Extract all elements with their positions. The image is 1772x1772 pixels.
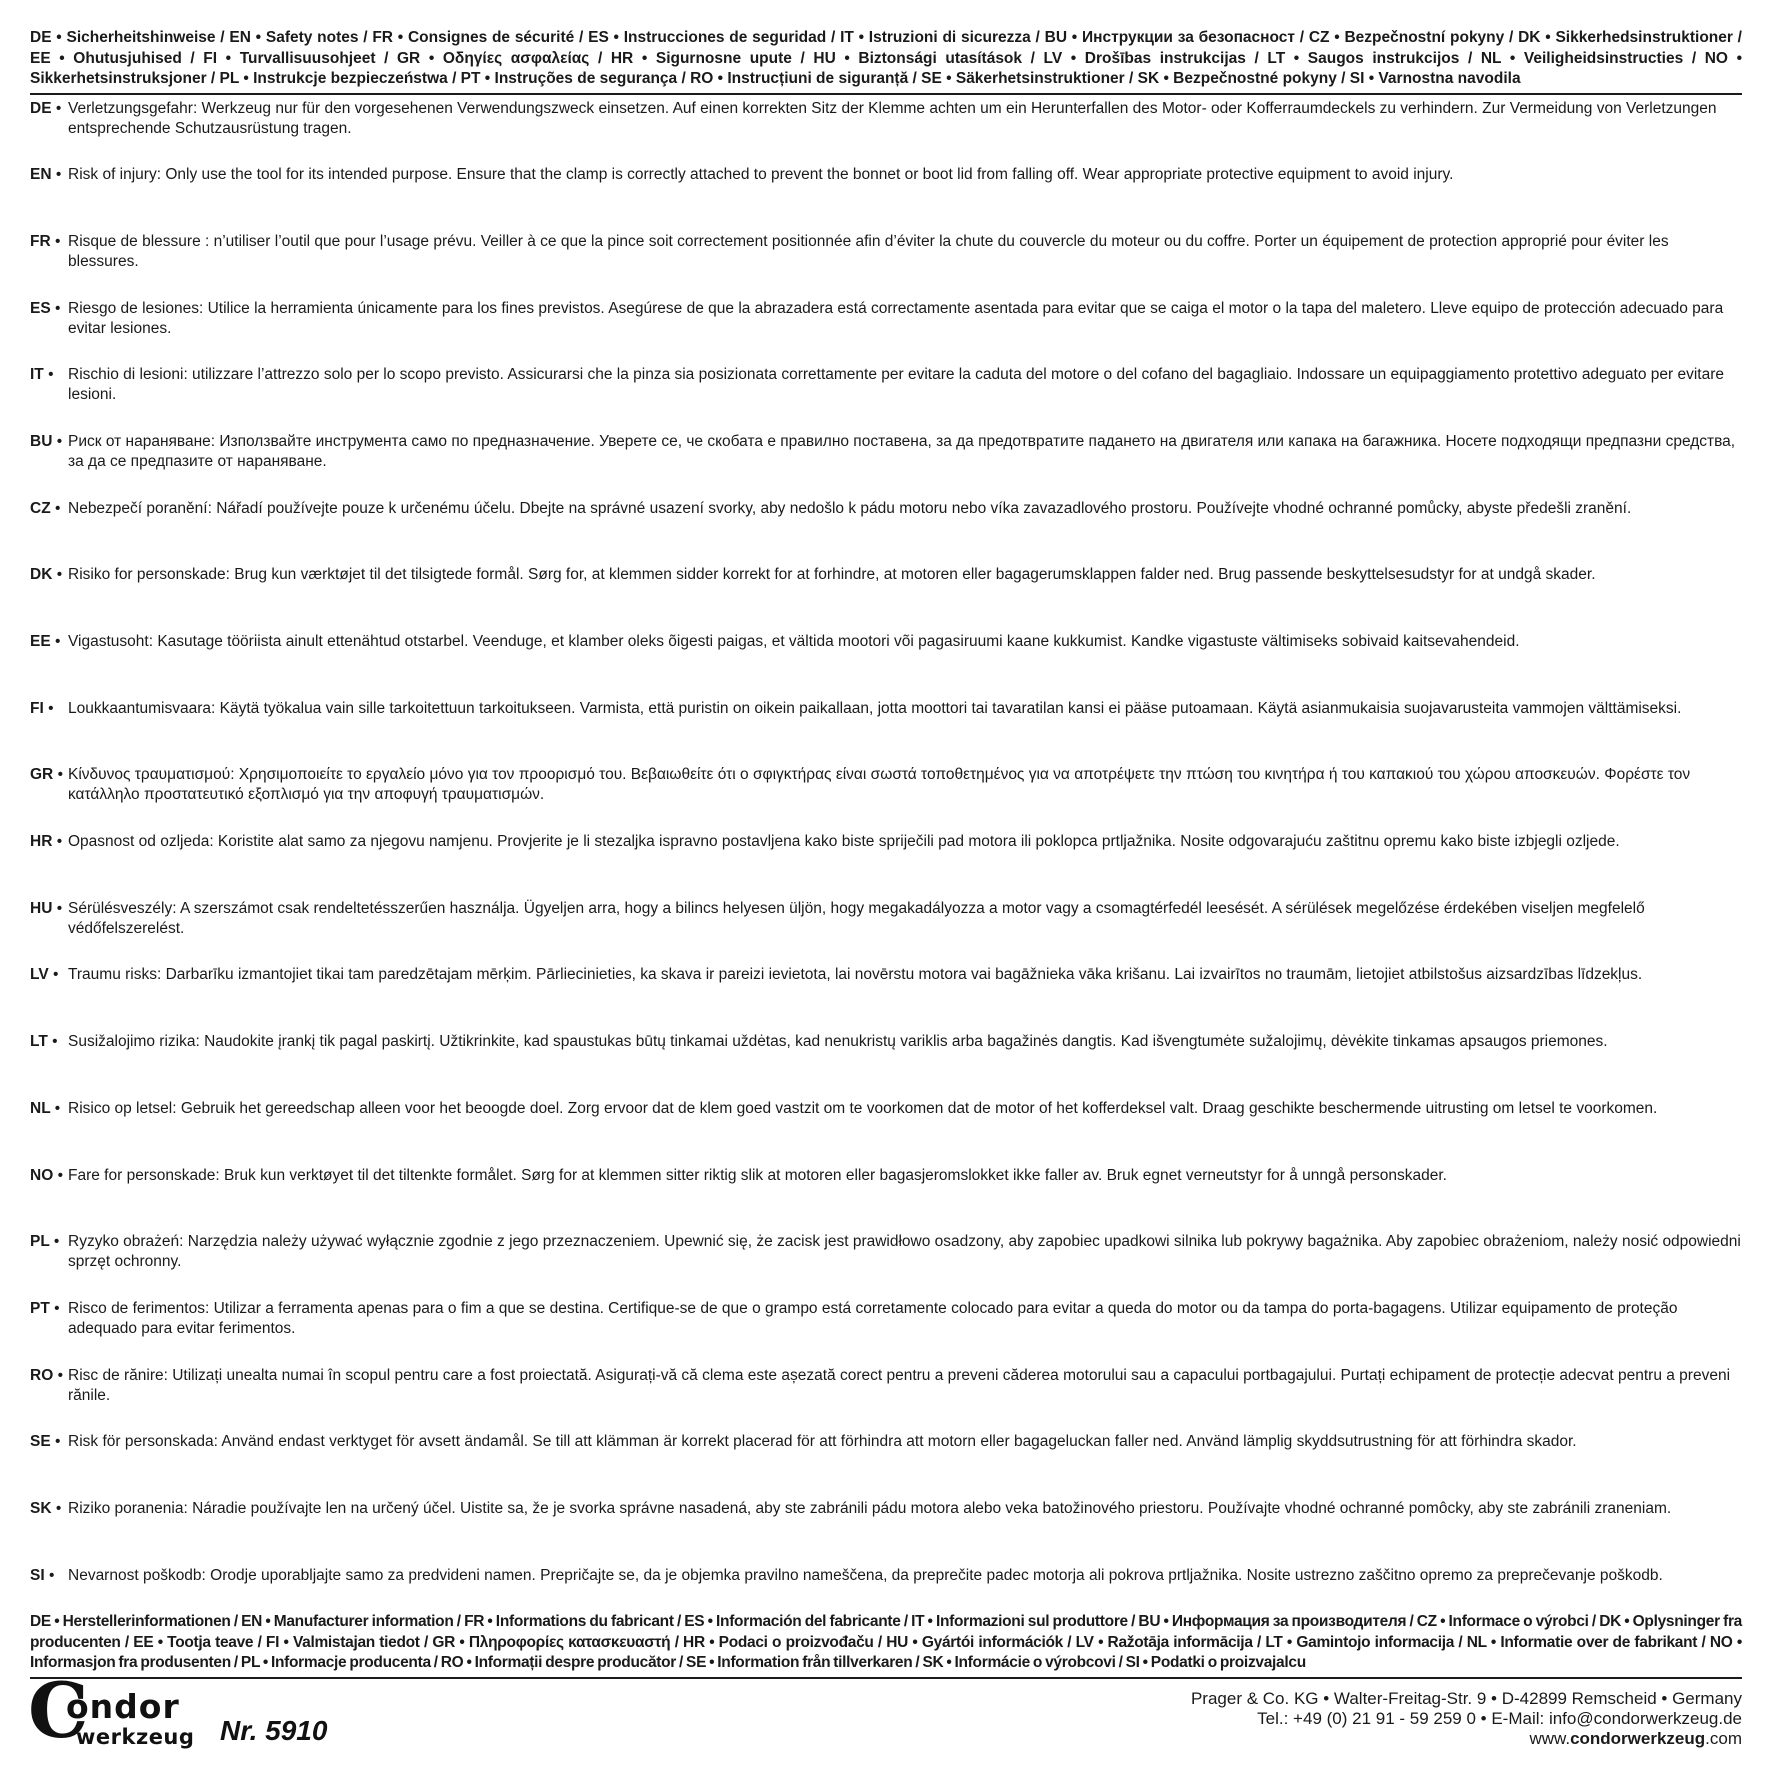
safety-note-text: Risque de blessure : n’utiliser l’outil que pour l’usage prévu. Veiller à ce que la pince soit correctement positionnée afin d’éviter la chute du couvercle du moteur ou du coffre. Porter un équipement de protection approprié pour éviter les blessures. bbox=[68, 232, 1669, 270]
language-code: LT • bbox=[30, 1033, 58, 1051]
safety-note-en bbox=[30, 165, 1742, 232]
safety-note-nl bbox=[30, 1099, 1742, 1166]
safety-note-text: Rischio di lesioni: utilizzare l’attrezzo solo per lo scopo previsto. Assicurarsi che la pinza sia posizionata correttamente per evitare la caduta del motore o del cofano del bagagliaio. Indossare un equipaggiamento protettivo adeguato per evitare lesioni. bbox=[68, 366, 1725, 404]
safety-note-text: Κίνδυνος τραυματισμού: Χρησιμοποιείτε το εργαλείο μόνο για τον προορισμό του. Βεβαιωθείτε ότι ο σφιγκτήρας είναι σωστά τοποθετημένος για να αποτρέψετε την πτώση του κινητήρα ή του καπακιού του χώρου αποσκευών. Φορέστε τον κατάλληλο προστατευτικό εξοπλισμό για την αποφυγή τραυματισμών. bbox=[68, 766, 1691, 804]
safety-note-no bbox=[30, 1166, 1742, 1233]
safety-note-text: Risiko for personskade: Brug kun værktøjet til det tilsigtede formål. Sørg for, at klemmen sidder korrekt for at forhindre, at motoren eller bagagerumsklappen falder ned. Brug passende beskyttelsesudstyr for at undgå skader. bbox=[68, 566, 1596, 584]
language-code: NL • bbox=[30, 1099, 61, 1117]
language-code: PL • bbox=[30, 1233, 60, 1251]
safety-note-lt bbox=[30, 1032, 1742, 1099]
safety-note-fi bbox=[30, 699, 1742, 766]
safety-note-text: Riziko poranenia: Náradie používajte len na určený účel. Uistite sa, že je svorka správne nasadená, aby ste zabránili pádu motora alebo veka batožinového priestoru. Používajte vhodné ochranné pomôcky, aby ste zabránili zraneniam. bbox=[68, 1499, 1672, 1517]
website-name: condorwerkzeug bbox=[1570, 1728, 1706, 1748]
safety-note-es bbox=[30, 299, 1742, 366]
safety-note-text: Risk för personskada: Använd endast verktyget för avsett ändamål. Se till att klämman är korrekt placerad för att förhindra att motorn eller bagageluckan faller ned. Använd lämplig skyddsutrustning för att förhindra skador. bbox=[68, 1433, 1577, 1451]
safety-note-pl bbox=[30, 1232, 1742, 1299]
safety-notes-list bbox=[30, 99, 1742, 1633]
language-code: FR • bbox=[30, 232, 61, 250]
safety-note-text: Riesgo de lesiones: Utilice la herramienta únicamente para los fines previstos. Asegúrese de que la abrazadera está correctamente asentada para evitar que se caiga el motor o la tapa del maletero. Lleve equipo de protección adecuado para evitar lesiones. bbox=[68, 299, 1724, 337]
language-code: IT • bbox=[30, 366, 54, 384]
language-code: DK • bbox=[30, 566, 63, 584]
safety-note-gr bbox=[30, 765, 1742, 832]
safety-notes-title: DE • Sicherheitshinweise / EN • Safety notes / FR • Consignes de sécurité / ES • Instrucciones de seguridad / IT • Istruzioni di sicurezza / BU • Инструкции за безопасност / CZ • Bezpečnostní pokyny / DK • Sikkerhedsinstruktioner / EE • Ohutusjuhised / FI • Turvallisuusohjeet / GR • Οδηγίες ασφαλείας / HR • Sigurnosne upute / HU • Biztonsági utasítások / LV • Drošības instrukcijas / LT • Saugos instrukcijos / NL • Veiligheidsinstructies / NO • Sikkerhetsinstruksjoner / PL • Instrukcje bezpieczeństwa / PT • Instruções de segurança / RO • Instrucțiuni de siguranță / SE • Säkerhetsinstruktioner / SK • Bezpečnostné pokyny / SI • Varnostna navodila bbox=[30, 28, 1742, 95]
language-code: EN • bbox=[30, 166, 62, 184]
safety-note-sk bbox=[30, 1499, 1742, 1566]
safety-note-pt bbox=[30, 1299, 1742, 1366]
language-code: CZ • bbox=[30, 499, 61, 517]
safety-note-text: Susižalojimo rizika: Naudokite įrankį tik pagal paskirtį. Užtikrinkite, kad spaustukas būtų tinkamai uždėtas, kad nenukristų variklis arba bagažinės dangtis. Kad išvengtumėte sužalojimų, dėvėkite tinkamas apsaugos priemones. bbox=[68, 1033, 1608, 1051]
language-code: SK • bbox=[30, 1499, 62, 1517]
language-code: PT • bbox=[30, 1299, 60, 1317]
safety-note-ro bbox=[30, 1366, 1742, 1433]
language-code: BU • bbox=[30, 432, 63, 450]
language-code: SI • bbox=[30, 1566, 55, 1584]
safety-note-text: Traumu risks: Darbarīku izmantojiet tikai tam paredzētajam mērķim. Pārliecinieties, ka skava ir pareizi ievietota, lai novērstu motora vai bagāžnieka vāka krišanu. Lai izvairītos no traumām, lietojiet atbilstošus aizsardzības līdzekļus. bbox=[68, 966, 1643, 984]
safety-note-it bbox=[30, 365, 1742, 432]
language-code: GR • bbox=[30, 766, 63, 784]
language-code: HU • bbox=[30, 899, 63, 917]
safety-note-hr bbox=[30, 832, 1742, 899]
language-code: FI • bbox=[30, 699, 54, 717]
condor-logo bbox=[28, 1665, 210, 1755]
safety-note-fr bbox=[30, 232, 1742, 299]
language-code: ES • bbox=[30, 299, 61, 317]
safety-note-cz bbox=[30, 499, 1742, 566]
safety-note-bu bbox=[30, 432, 1742, 499]
safety-note-text: Loukkaantumisvaara: Käytä työkalua vain sille tarkoitettuun tarkoitukseen. Varmista, että puristin on oikein paikallaan, jotta moottori tai tavaratilan kansi ei pääse putoamaan. Käytä asianmukaisia suojavarusteita vammojen välttämiseksi. bbox=[68, 699, 1682, 717]
logo-letter-c: C bbox=[28, 1665, 89, 1755]
language-code: RO • bbox=[30, 1366, 63, 1384]
safety-note-text: Ryzyko obrażeń: Narzędzia należy używać wyłącznie zgodnie z jego przeznaczeniem. Upewnić się, że zacisk jest prawidłowo osadzony, aby zapobiec upadkowi silnika lub pokrywy bagażnika. Aby zapobiec obrażeniom, należy nosić odpowiedni sprzęt ochronny. bbox=[68, 1233, 1741, 1271]
safety-note-si bbox=[30, 1566, 1742, 1633]
model-number: Nr. 5910 bbox=[220, 1714, 328, 1746]
safety-note-text: Nebezpečí poranění: Nářadí používejte pouze k určenému účelu. Dbejte na správné usazení svorky, aby nedošlo k pádu motoru nebo víka zavazadlového prostoru. Používejte vhodné ochranné pomůcky, abyste předešli zranění. bbox=[68, 499, 1632, 517]
manufacturer-info-title: DE • Herstellerinformationen / EN • Manufacturer information / FR • Informations du fabricant / ES • Información del fabricante / IT • Informazioni sul produttore / BU • Информация за производителя / CZ • Informace o výrobci / DK • Oplysninger fra producenten / EE • Tootja teave / FI • Valmistajan tiedot / GR • Πληροφορίες κατασκευαστή / HR • Podaci o proizvođaču / HU • Gyártói információk / LV • Ražotāja informācija / LT • Gamintojo informacija / NL • Informatie over de fabrikant / NO • Informasjon fra produsenten / PL • Informacje producenta / RO • Informații despre producător / SE • Information från tillverkaren / SK • Informácie o výrobcovi / SI • Podatki o proizvajalcu bbox=[30, 1612, 1742, 1679]
logo-werkzeug: werkzeug bbox=[76, 1724, 195, 1749]
website-link[interactable] bbox=[1191, 1729, 1742, 1749]
address-line: Prager & Co. KG • Walter-Freitag-Str. 9 • D-42899 Remscheid • Germany bbox=[1190, 1688, 1742, 1708]
language-code: NO • bbox=[30, 1166, 63, 1184]
safety-note-de bbox=[30, 99, 1742, 166]
safety-note-se bbox=[30, 1432, 1742, 1499]
safety-note-text: Vigastusoht: Kasutage tööriista ainult ettenähtud otstarbel. Veenduge, et klamber oleks õigesti paigas, et vältida mootori või pagasiruumi kaane kukkumist. Kandke vigastuste vältimiseks sobivaid kaitsevahendeid. bbox=[68, 633, 1520, 650]
safety-note-text: Риск от нараняване: Използвайте инструмента само по предназначение. Уверете се, че скобата е правилно поставена, за да предотвратите падането на двигателя или капака на багажника. Носете подходящи предпазни средства, за да се предпазите от нараняване. bbox=[68, 432, 1736, 470]
safety-note-text: Fare for personskade: Bruk kun verktøyet til det tiltenkte formålet. Sørg for at klemmen sitter riktig slik at motoren eller bagasjeromslokket ikke faller av. Bruk egnet verneutstyr for å unngå personskader. bbox=[68, 1166, 1447, 1184]
safety-note-text: Sérülésveszély: A szerszámot csak rendeltetésszerűen használja. Ügyeljen arra, hogy a bilincs helyesen üljön, hogy megakadályozza a motor vagy a csomagtérfedél leesését. A sérülések megelőzése érdekében viseljen megfelelő védőfelszerelést. bbox=[68, 899, 1645, 937]
safety-note-text: Risc de rănire: Utilizați unealta numai în scopul pentru care a fost proiectată. Asigurați-vă că clema este așezată corect pentru a preveni căderea motorului sau a capacului portbagajului. Purtați echipament de protecție adecvat pentru a preveni rănile. bbox=[68, 1366, 1731, 1404]
footer bbox=[28, 1665, 1742, 1759]
logo-ondor: ondor bbox=[66, 1686, 180, 1726]
safety-note-text: Nevarnost poškodb: Orodje uporabljajte samo za predvideni namen. Prepričajte se, da je objemka pravilno nameščena, da preprečite padec motorja ali pokrova prtljažnika. Nosite ustrezno zaščitno opremo za preprečevanje poškodb. bbox=[68, 1566, 1663, 1584]
language-code: LV • bbox=[30, 966, 59, 984]
safety-note-text: Verletzungsgefahr: Werkzeug nur für den vorgesehenen Verwendungszweck einsetzen. Auf einen korrekten Sitz der Klemme achten um ein Herunterfallen des Motor- oder Kofferraumdeckels zu verhindern. Zur Vermeidung von Verletzungen entsprechende Schutzausrüstung tragen. bbox=[68, 99, 1717, 137]
language-code: DE • bbox=[30, 99, 62, 117]
safety-note-hu bbox=[30, 899, 1742, 966]
website-prefix: www. bbox=[1529, 1728, 1571, 1748]
language-code: SE • bbox=[30, 1433, 61, 1451]
safety-note-ee bbox=[30, 632, 1742, 699]
document-page bbox=[30, 28, 1742, 1759]
website-suffix: .com bbox=[1705, 1728, 1742, 1748]
language-code: HR • bbox=[30, 833, 63, 851]
safety-note-text: Opasnost od ozljeda: Koristite alat samo za njegovu namjenu. Provjerite je li stezaljka ispravno postavljena kako biste spriječili pad motora ili poklopca prtljažnika. Nosite odgovarajuću zaštitnu opremu kako biste izbjegli ozljede. bbox=[68, 833, 1620, 851]
contact-line: Tel.: +49 (0) 21 91 - 59 259 0 • E-Mail: info@condorwerkzeug.de bbox=[1257, 1708, 1742, 1728]
manufacturer-address bbox=[1191, 1689, 1742, 1749]
safety-note-lv bbox=[30, 965, 1742, 1032]
safety-note-dk bbox=[30, 565, 1742, 632]
language-code: EE • bbox=[30, 633, 61, 650]
safety-note-text: Risico op letsel: Gebruik het gereedschap alleen voor het beoogde doel. Zorg ervoor dat de klem goed vastzit om te voorkomen dat de motor of het kofferdeksel valt. Draag geschikte beschermende uitrusting om letsel te voorkomen. bbox=[68, 1099, 1658, 1117]
safety-note-text: Risk of injury: Only use the tool for its intended purpose. Ensure that the clamp is correctly attached to prevent the bonnet or boot lid from falling off. Wear appropriate protective equipment to avoid injury. bbox=[68, 166, 1454, 184]
safety-note-text: Risco de ferimentos: Utilizar a ferramenta apenas para o fim a que se destina. Certifique-se de que o grampo está corretamente colocado para evitar a queda do motor ou da tampa do porta-bagagens. Utilizar equipamento de proteção adequado para evitar ferimentos. bbox=[68, 1299, 1678, 1337]
